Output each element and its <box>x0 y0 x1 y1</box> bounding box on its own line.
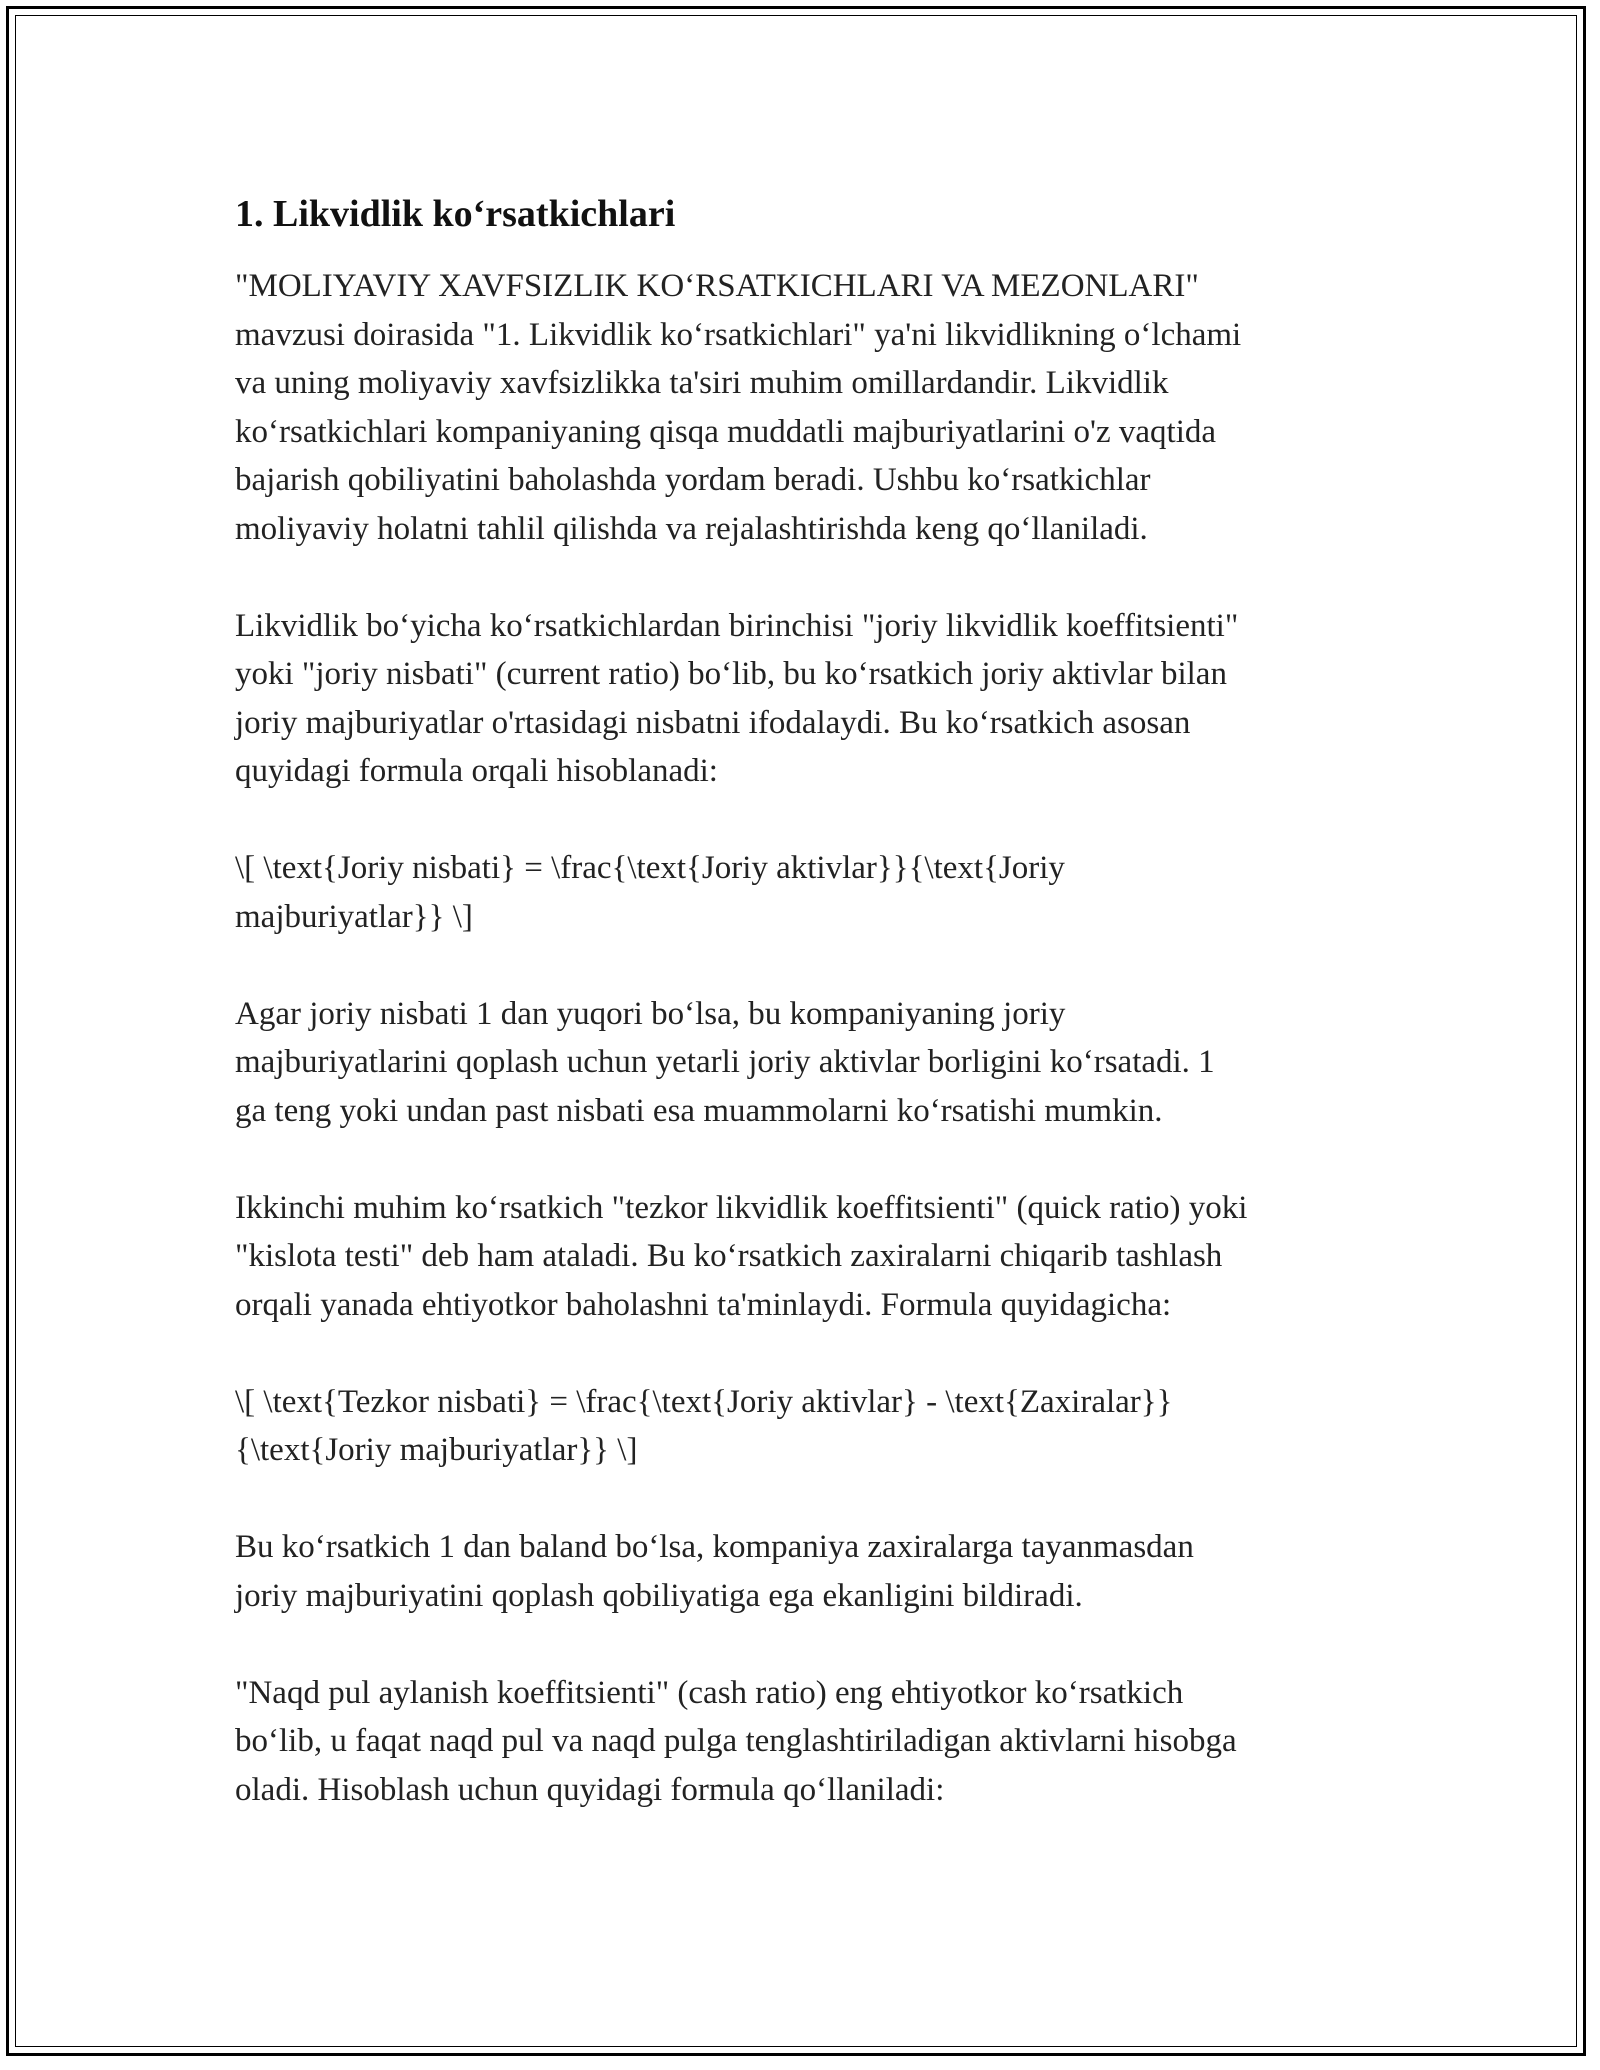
paragraph-quick-ratio: Ikkinchi muhim ko‘rsatkich "tezkor likvidlik koeffitsienti" (quick ratio) yoki "kislota testi" deb ham ataladi. Bu ko‘rsatkich zaxiralarni chiqarib tashlash orqali yanada ehtiyotkor baholashni ta'minlaydi. Formula quyidagicha: <box>235 1189 1248 1323</box>
paragraph-quick-ratio-explanation: Bu ko‘rsatkich 1 dan baland bo‘lsa, kompaniya zaxiralarga tayanmasdan joriy majburiyatini qoplash qobiliyatiga ega ekanligini bildiradi. <box>235 1529 1194 1614</box>
formula-current-ratio: \[ \text{Joriy nisbati} = \frac{\text{Joriy aktivlar}}{\text{Joriy majburiyatlar}} \] <box>235 850 1065 935</box>
paragraph-cash-ratio: "Naqd pul aylanish koeffitsienti" (cash ratio) eng ehtiyotkor ko‘rsatkich bo‘lib, u faqat naqd pul va naqd pulga tenglashtiriladigan aktivlarni hisobga oladi. Hisoblash uchun quyidagi formula qo‘llaniladi: <box>235 1674 1237 1808</box>
paragraph-current-ratio-explanation: Agar joriy nisbati 1 dan yuqori bo‘lsa, bu kompaniyaning joriy majburiyatlarini qoplash uchun yetarli joriy aktivlar borligini ko‘rsatadi. 1 ga teng yoki undan past nisbati esa muammolarni ko‘rsatishi mumkin. <box>235 995 1215 1129</box>
document-body <box>235 188 1365 1863</box>
section-heading: 1. Likvidlik ko‘rsatkichlari <box>235 193 676 235</box>
paragraph-intro: "MOLIYAVIY XAVFSIZLIK KO‘RSATKICHLARI VA MEZONLARI" mavzusi doirasida "1. Likvidlik ko‘rsatkichlari" ya'ni likvidlikning o‘lchami va uning moliyaviy xavfsizlikka ta'siri muhim omillardandir. Likvidlik ko‘rsatkichlari kompaniyaning qisqa muddatli majburiyatlarini o'z vaqtida bajarish qobiliyatini baholashda yordam beradi. Ushbu ko‘rsatkichlar moliyaviy holatni tahlil qilishda va rejalashtirishda keng qo‘llaniladi. <box>235 268 1242 547</box>
formula-quick-ratio: \[ \text{Tezkor nisbati} = \frac{\text{Joriy aktivlar} - \text{Zaxiralar}} {\text{Joriy majburiyatlar}} \] <box>235 1383 1173 1468</box>
paragraph-current-ratio: Likvidlik bo‘yicha ko‘rsatkichlardan birinchisi "joriy likvidlik koeffitsienti" yoki "joriy nisbati" (current ratio) bo‘lib, bu ko‘rsatkich joriy aktivlar bilan joriy majburiyatlar o'rtasidagi nisbatni ifodalaydi. Bu ko‘rsatkich asosan quyidagi formula orqali hisoblanadi: <box>235 607 1239 789</box>
